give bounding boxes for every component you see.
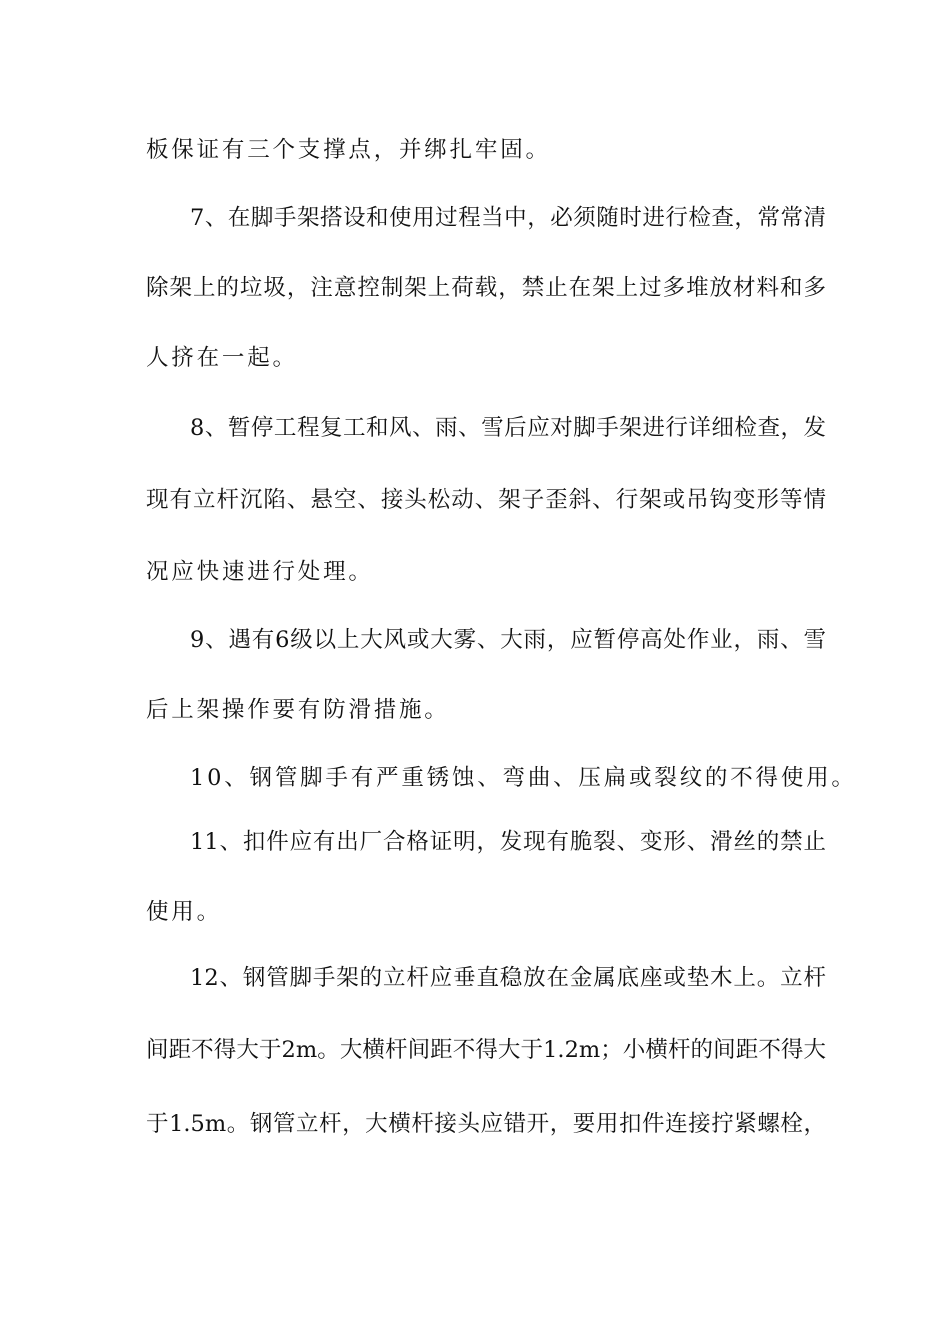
text-line-11: 11、扣件应有出厂合格证明，发现有脆裂、变形、滑丝的禁止 — [190, 829, 826, 855]
text-line-12: 使用。 — [146, 899, 222, 925]
text-line-9: 后上架操作要有防滑措施。 — [146, 697, 450, 723]
text-line-6: 现有立杆沉陷、悬空、接头松动、架子歪斜、行架或吊钩变形等情 — [146, 487, 826, 513]
text-line-4: 人挤在一起。 — [146, 345, 298, 371]
text-line-13: 12、钢管脚手架的立杆应垂直稳放在金属底座或垫木上。立杆 — [190, 965, 826, 991]
text-line-10: 10、钢管脚手有严重锈蚀、弯曲、压扁或裂纹的不得使用。 — [190, 765, 857, 791]
text-line-2: 7、在脚手架搭设和使用过程当中，必须随时进行检查，常常清 — [190, 205, 826, 231]
text-line-14: 间距不得大于2m。大横杆间距不得大于1.2m；小横杆的间距不得大 — [146, 1037, 826, 1063]
text-line-7: 况应快速进行处理。 — [146, 559, 374, 585]
text-line-15: 于1.5m。钢管立杆，大横杆接头应错开，要用扣件连接拧紧螺栓， — [146, 1111, 826, 1137]
text-line-5: 8、暂停工程复工和风、雨、雪后应对脚手架进行详细检查，发 — [190, 415, 826, 441]
text-line-3: 除架上的垃圾，注意控制架上荷载，禁止在架上过多堆放材料和多 — [146, 275, 826, 301]
text-line-8: 9、遇有6级以上大风或大雾、大雨，应暂停高处作业，雨、雪 — [190, 627, 826, 653]
text-line-1: 板保证有三个支撑点，并绑扎牢固。 — [146, 137, 551, 163]
